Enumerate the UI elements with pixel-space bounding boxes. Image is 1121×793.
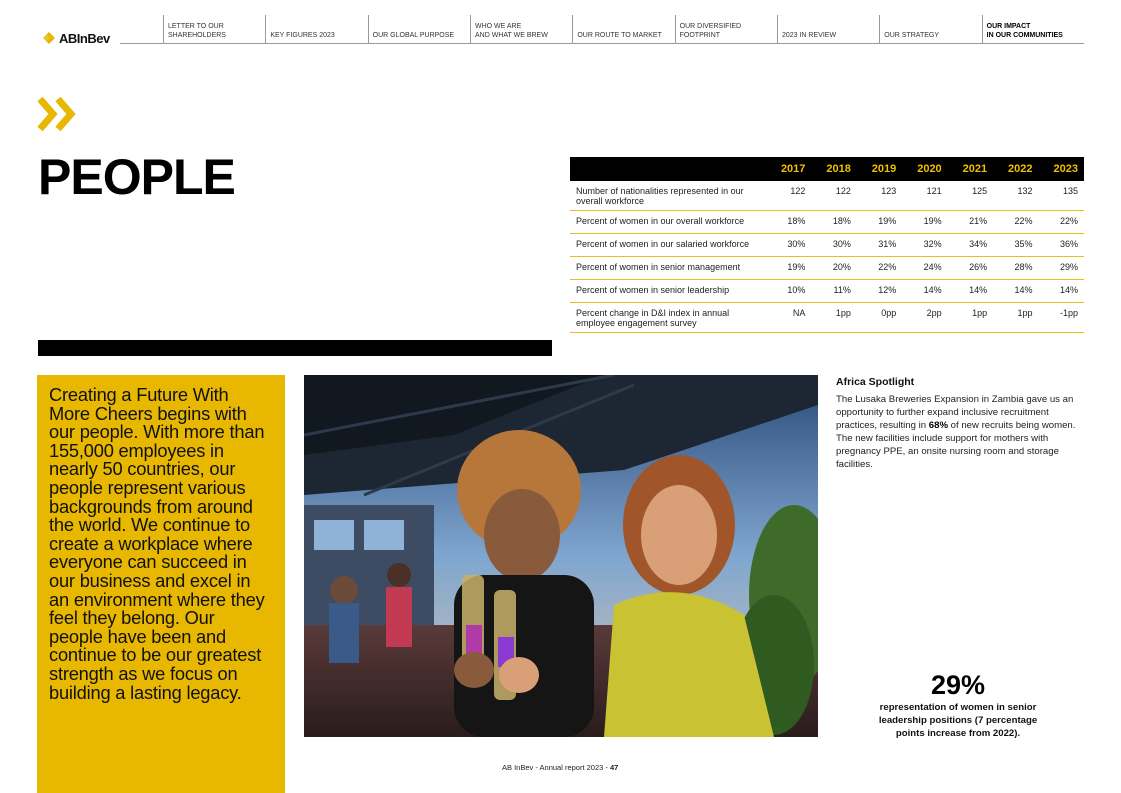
table-row-label: Percent of women in senior management	[570, 257, 766, 280]
page-footer	[502, 763, 618, 772]
table-row	[570, 181, 1084, 211]
abinbev-logo[interactable]	[42, 29, 116, 47]
nav-item[interactable]	[470, 15, 572, 44]
table-header-blank	[570, 157, 766, 181]
table-cell: 19%	[902, 211, 947, 234]
nav-item-label-line1: OUR IMPACT	[986, 23, 1031, 30]
nav-item-label-line2: OUR STRATEGY	[884, 32, 940, 39]
table-cell: 29%	[1039, 257, 1084, 280]
table-row-label: Number of nationalities represented in our overall workforce	[570, 181, 766, 211]
table-cell: 24%	[902, 257, 947, 280]
table-cell: -1pp	[1039, 303, 1084, 333]
table-cell: 121	[902, 181, 947, 211]
table-row	[570, 280, 1084, 303]
people-photo	[304, 375, 818, 737]
people-metrics-table	[570, 157, 1084, 333]
stat-caption: representation of women in senior leadership positions (7 percentage points increase from 2022).	[878, 702, 1038, 739]
table-row-label: Percent change in D&I index in annual employee engagement survey	[570, 303, 766, 333]
table-cell: 125	[948, 181, 993, 211]
spotlight-title: Africa Spotlight	[836, 376, 915, 388]
nav-item-label-line2: IN OUR COMMUNITIES	[986, 32, 1063, 39]
table-cell: 32%	[902, 234, 947, 257]
table-cell: 20%	[811, 257, 856, 280]
table-header-row	[570, 157, 1084, 181]
nav-item-label-line1: WHO WE ARE	[474, 23, 522, 30]
top-navigation	[163, 15, 1084, 44]
table-cell: 22%	[993, 211, 1038, 234]
table-cell: NA	[766, 303, 811, 333]
table-cell: 14%	[902, 280, 947, 303]
nav-item[interactable]	[879, 15, 981, 44]
table-row-label: Percent of women in our overall workforce	[570, 211, 766, 234]
table-cell: 22%	[857, 257, 902, 280]
table-year-header: 2023	[1053, 163, 1078, 175]
table-cell: 122	[766, 181, 811, 211]
table-cell: 19%	[766, 257, 811, 280]
table-cell: 123	[857, 181, 902, 211]
table-year-header: 2021	[962, 163, 988, 175]
table-cell: 14%	[1039, 280, 1084, 303]
double-chevron-icon	[37, 95, 79, 133]
table-row	[570, 211, 1084, 234]
table-cell: 1pp	[948, 303, 993, 333]
table-cell: 30%	[766, 234, 811, 257]
table-cell: 2pp	[902, 303, 947, 333]
table-cell: 36%	[1039, 234, 1084, 257]
table-cell: 34%	[948, 234, 993, 257]
nav-item-label-line2: 2023 IN REVIEW	[781, 32, 837, 39]
table-cell: 28%	[993, 257, 1038, 280]
table-cell: 135	[1039, 181, 1084, 211]
table-row	[570, 234, 1084, 257]
footer-text: AB InBev - Annual report 2023 -	[502, 763, 610, 772]
nav-item[interactable]	[163, 15, 265, 44]
nav-item-label-line1: OUR DIVERSIFIED	[679, 23, 742, 30]
stat-value: 29%	[930, 670, 986, 700]
nav-item-label-line2: AND WHAT WE BREW	[474, 32, 548, 39]
nav-item-label-line1: LETTER TO OUR	[168, 23, 224, 30]
table-cell: 30%	[811, 234, 856, 257]
table-cell: 1pp	[993, 303, 1038, 333]
table-cell: 10%	[766, 280, 811, 303]
decorative-black-bar	[38, 340, 552, 356]
nav-item[interactable]	[265, 15, 367, 44]
nav-item-label-line2: OUR ROUTE TO MARKET	[577, 32, 662, 39]
nav-item-label-line2: SHAREHOLDERS	[168, 32, 226, 39]
spotlight-highlight: 68%	[928, 420, 948, 432]
spotlight-body-end: of new recruits being women. The new facilities include support for mothers with pregnancy PPE, an onsite nursing room and storage facilities.	[836, 420, 1076, 471]
nav-item[interactable]	[572, 15, 674, 44]
table-row	[570, 257, 1084, 280]
table-cell: 35%	[993, 234, 1038, 257]
table-cell: 18%	[811, 211, 856, 234]
table-year-header: 2022	[1008, 163, 1033, 175]
nav-item-label-line2: KEY FIGURES 2023	[270, 32, 335, 39]
table-year-header: 2018	[826, 163, 851, 175]
nav-item[interactable]	[982, 15, 1084, 44]
nav-item[interactable]	[675, 15, 777, 44]
table-cell: 12%	[857, 280, 902, 303]
table-cell: 132	[993, 181, 1038, 211]
nav-item-label-line2: OUR GLOBAL PURPOSE	[372, 32, 455, 39]
table-cell: 19%	[857, 211, 902, 234]
table-cell: 21%	[948, 211, 993, 234]
logo-text: ABInBev	[59, 30, 110, 46]
photo-illustration	[304, 375, 818, 737]
table-cell: 31%	[857, 234, 902, 257]
table-cell: 14%	[948, 280, 993, 303]
table-cell: 0pp	[857, 303, 902, 333]
table-row-label: Percent of women in senior leadership	[570, 280, 766, 303]
table-cell: 11%	[811, 280, 856, 303]
spotlight-body-start: The Lusaka Breweries Expansion in Zambia gave us an opportunity to further expand inclusive recruitment practices, resulting in	[836, 394, 1074, 432]
intro-callout-box	[37, 375, 285, 793]
brand-mark-icon	[42, 31, 56, 45]
page-number: 47	[609, 763, 619, 772]
spotlight-body	[836, 393, 1088, 472]
table-year-header: 2020	[917, 163, 942, 175]
table-cell: 122	[811, 181, 856, 211]
table-cell: 1pp	[811, 303, 856, 333]
nav-item[interactable]	[777, 15, 879, 44]
table-row-label: Percent of women in our salaried workforce	[570, 234, 766, 257]
page-title: PEOPLE	[38, 149, 235, 205]
nav-item[interactable]	[368, 15, 470, 44]
table-cell: 14%	[993, 280, 1038, 303]
table-body	[570, 181, 1084, 333]
table-year-header: 2017	[780, 163, 806, 175]
table-cell: 26%	[948, 257, 993, 280]
intro-text: Creating a Future With More Cheers begins with our people. With more than 155,000 employees in nearly 50 countries, our people represent various backgrounds from around the world. We continue to create a workplace where everyone can succeed in our business and excel in an environment where they feel they belong. Our people have been and continue to be our greatest strength as we focus on building a lasting legacy.	[49, 384, 265, 703]
table-row	[570, 303, 1084, 333]
table-cell: 22%	[1039, 211, 1084, 234]
table-year-header: 2019	[871, 163, 897, 175]
nav-item-label-line2: FOOTPRINT	[679, 32, 721, 39]
table-cell: 18%	[766, 211, 811, 234]
